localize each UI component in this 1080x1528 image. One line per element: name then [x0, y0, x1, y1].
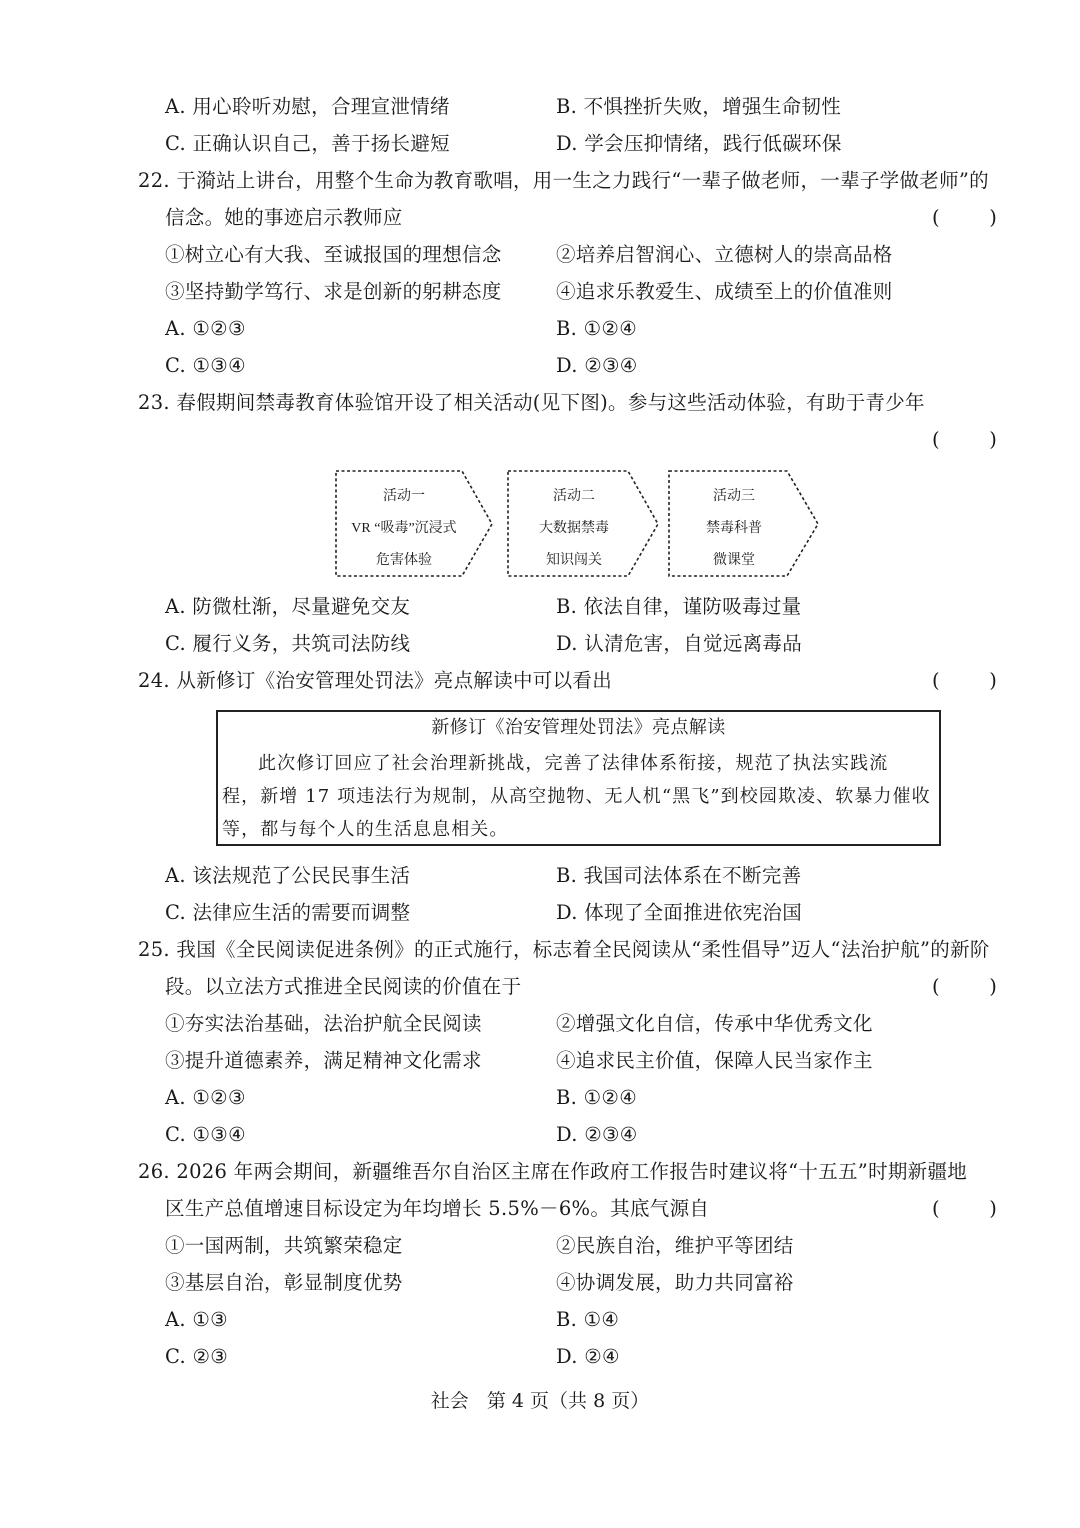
law-box-line3: 等，都与每个人的生活息息相关。: [222, 819, 509, 840]
activity-3-title: 活动三: [713, 489, 755, 504]
q25-item-2: ②增强文化自信，传承中华优秀文化: [556, 1012, 873, 1035]
q26-item-4: ④协调发展，助力共同富裕: [556, 1271, 794, 1294]
law-highlights-box: [216, 710, 941, 846]
q25-option-c: C. ①③④: [165, 1123, 246, 1146]
q22-item-4: ④追求乐教爱生、成绩至上的价值准则: [556, 280, 893, 303]
q23-answer-bracket: ( ): [932, 428, 997, 451]
q26-option-d: D. ②④: [556, 1345, 620, 1368]
q26-item-3: ③基层自治，彰显制度优势: [165, 1271, 403, 1294]
activity-box-2: [508, 471, 658, 576]
q25-answer-bracket: ( ): [932, 975, 997, 998]
q25-option-a: A. ①②③: [165, 1086, 246, 1109]
q26-answer-bracket: ( ): [932, 1197, 997, 1220]
q23-option-b: B. 依法自律，谨防吸毒过量: [556, 595, 802, 618]
q24-option-b: B. 我国司法体系在不断完善: [556, 864, 802, 887]
q25-stem-line1: 25. 我国《全民阅读促进条例》的正式施行，标志着全民阅读从“柔性倡导”迈人“法治护航”的新阶: [138, 938, 990, 961]
q22-option-a: A. ①②③: [165, 317, 246, 340]
activity-1-line2: VR “吸毒”沉浸式: [351, 521, 457, 536]
q24-option-c: C. 法律应生活的需要而调整: [165, 901, 411, 924]
activity-2-title: 活动二: [553, 489, 595, 504]
q23-option-c: C. 履行义务，共筑司法防线: [165, 632, 411, 655]
q22-option-c: C. ①③④: [165, 354, 246, 377]
q26-item-1: ①一国两制，共筑繁荣稳定: [165, 1234, 403, 1257]
q22-item-3: ③坚持勤学笃行、求是创新的躬耕态度: [165, 280, 502, 303]
q26-option-b: B. ①④: [556, 1308, 620, 1331]
q22-option-d: D. ②③④: [556, 354, 638, 377]
q26-item-2: ②民族自治，维护平等团结: [556, 1234, 794, 1257]
q23-stem-line1: 23. 春假期间禁毒教育体验馆开设了相关活动(见下图)。参与这些活动体验，有助于青少年: [138, 391, 925, 414]
q26-option-a: A. ①③: [165, 1308, 228, 1331]
page-footer: 社会 第 4 页（共 8 页）: [430, 1390, 650, 1412]
q26-stem-line2: 区生产总值增速目标设定为年均增长 5.5%－6%。其底气源自: [165, 1197, 710, 1220]
q22-item-1: ①树立心有大我、至诚报国的理想信念: [165, 243, 502, 266]
activity-box-3: [669, 471, 818, 576]
q21-option-c: C. 正确认识自己，善于扬长避短: [165, 132, 450, 155]
law-box-line2: 程，新增 17 项违法行为规制，从高空抛物、无人机“黑飞”到校园欺凌、软暴力催收: [222, 786, 931, 807]
q21-option-b: B. 不惧挫折失败，增强生命韧性: [556, 95, 842, 118]
activity-box-1: [336, 471, 492, 576]
q24-option-d: D. 体现了全面推进依宪治国: [556, 901, 803, 924]
q26-option-c: C. ②③: [165, 1345, 229, 1368]
q25-option-d: D. ②③④: [556, 1123, 638, 1146]
q24-stem-line1: 24. 从新修订《治安管理处罚法》亮点解读中可以看出: [138, 669, 613, 692]
q24-answer-bracket: ( ): [932, 669, 997, 692]
q25-item-3: ③提升道德素养，满足精神文化需求: [165, 1049, 482, 1072]
q21-option-a: A. 用心聆听劝慰，合理宣泄情绪: [165, 95, 450, 118]
q25-stem-line2: 段。以立法方式推进全民阅读的价值在于: [165, 975, 522, 998]
activity-3-line2: 禁毒科普: [706, 521, 762, 536]
law-box-line1: 此次修订回应了社会治理新挑战，完善了法律体系衔接，规范了执法实践流: [258, 753, 889, 774]
q22-answer-bracket: ( ): [932, 206, 997, 229]
q25-item-1: ①夯实法治基础，法治护航全民阅读: [165, 1012, 482, 1035]
activity-2-line3: 知识闯关: [546, 553, 602, 568]
activity-1-line3: 危害体验: [376, 553, 432, 568]
q22-option-b: B. ①②④: [556, 317, 637, 340]
activity-1-title: 活动一: [383, 489, 425, 504]
activity-2-line2: 大数据禁毒: [539, 521, 609, 536]
q21-option-d: D. 学会压抑情绪，践行低碳环保: [556, 132, 842, 155]
q24-option-a: A. 该法规范了公民民事生活: [165, 864, 411, 887]
activity-3-line3: 微课堂: [713, 553, 755, 568]
q23-option-a: A. 防微杜渐，尽量避免交友: [165, 595, 411, 618]
activity-flow-diagram: [332, 466, 824, 584]
q22-stem-line1: 22. 于漪站上讲台，用整个生命为教育歌唱，用一生之力践行“一辈子做老师，一辈子学做老师”的: [138, 169, 989, 192]
q22-item-2: ②培养启智润心、立德树人的崇高品格: [556, 243, 893, 266]
law-box-title: 新修订《治安管理处罚法》亮点解读: [431, 717, 726, 738]
q25-option-b: B. ①②④: [556, 1086, 637, 1109]
q22-stem-line2: 信念。她的事迹启示教师应: [165, 206, 403, 229]
q26-stem-line1: 26. 2026 年两会期间，新疆维吾尔自治区主席在作政府工作报告时建议将“十五五”时期新疆地: [138, 1160, 968, 1183]
q23-option-d: D. 认清危害，自觉远离毒品: [556, 632, 803, 655]
q25-item-4: ④追求民主价值，保障人民当家作主: [556, 1049, 873, 1072]
